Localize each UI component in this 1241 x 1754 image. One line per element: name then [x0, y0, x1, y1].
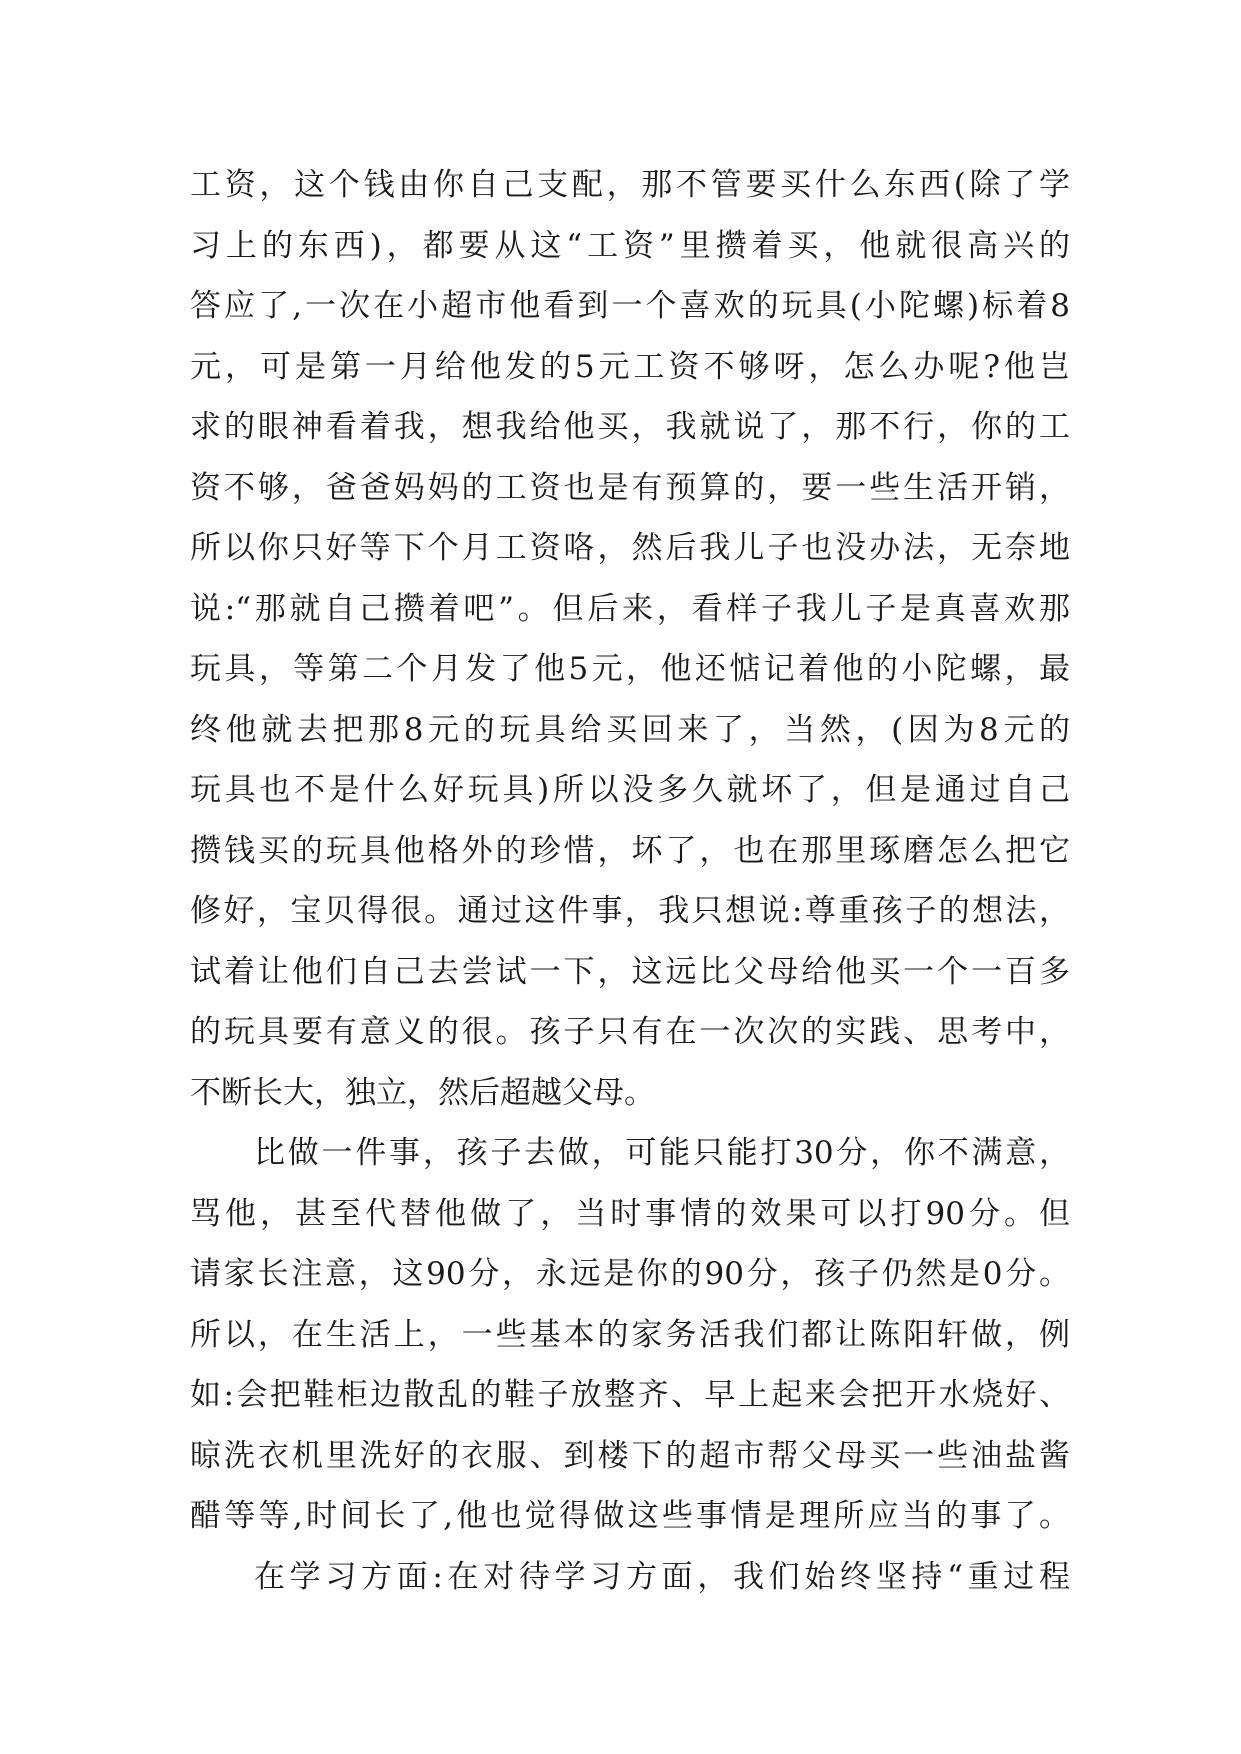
text-line: 资不够，爸爸妈妈的工资也是有预算的，要一些生活开销， — [190, 469, 1070, 506]
text-line: 如:会把鞋柜边散乱的鞋子放整齐、早上起来会把开水烧好、 — [190, 1377, 1070, 1413]
text-line: 终他就去把那8元的玩具给买回来了，当然，(因为8元的 — [190, 711, 1070, 748]
text-line: 玩具，等第二个月发了他5元，他还惦记着他的小陀螺，最 — [190, 651, 1070, 687]
text-line: 玩具也不是什么好玩具)所以没多久就坏了，但是通过自己 — [190, 772, 1070, 808]
text-line: 醋等等,时间长了,他也觉得做这些事情是理所应当的事了。 — [190, 1498, 1070, 1534]
text-line: 工资，这个钱由你自己支配，那不管要买什么东西(除了学 — [190, 167, 1070, 203]
text-line: 元，可是第一月给他发的5元工资不够呀，怎么办呢?他岂 — [190, 348, 1070, 385]
text-line: 晾洗衣机里洗好的衣服、到楼下的超市帮父母买一些油盐酱 — [190, 1437, 1070, 1474]
text-line: 请家长注意，这90分，永远是你的90分，孩子仍然是0分。 — [190, 1256, 1070, 1292]
text-line: 不断长大，独立，然后超越父母。 — [190, 1074, 655, 1111]
text-line: 试着让他们自己去尝试一下，这远比父母给他买一个一百多 — [190, 953, 1070, 990]
text-line: 攒钱买的玩具他格外的珍惜，坏了，也在那里琢磨怎么把它 — [190, 832, 1070, 869]
body-text — [190, 155, 1070, 1607]
text-line: 所以你只好等下个月工资咯，然后我儿子也没办法，无奈地 — [190, 530, 1070, 566]
text-line: 的玩具要有意义的很。孩子只有在一次次的实践、思考中， — [190, 1014, 1070, 1050]
paragraph-first-line: 比做一件事，孩子去做，可能只能打30分，你不满意， — [254, 1135, 1070, 1171]
text-line: 说:“那就自己攒着吧”。但后来，看样子我儿子是真喜欢那 — [190, 590, 1070, 627]
text-line: 骂他，甚至代替他做了，当时事情的效果可以打90分。但 — [190, 1195, 1070, 1232]
text-line: 习上的东西)，都要从这“工资”里攒着买，他就很高兴的 — [190, 227, 1070, 264]
text-line: 答应了,一次在小超市他看到一个喜欢的玩具(小陀螺)标着8 — [190, 288, 1070, 324]
text-line: 修好，宝贝得很。通过这件事，我只想说:尊重孩子的想法， — [190, 893, 1070, 929]
text-line: 所以，在生活上，一些基本的家务活我们都让陈阳轩做，例 — [190, 1316, 1070, 1353]
text-line: 求的眼神看着我，想我给他买，我就说了，那不行，你的工 — [190, 409, 1070, 445]
paragraph-first-line: 在学习方面:在对待学习方面，我们始终坚持“重过程 — [254, 1558, 1070, 1595]
